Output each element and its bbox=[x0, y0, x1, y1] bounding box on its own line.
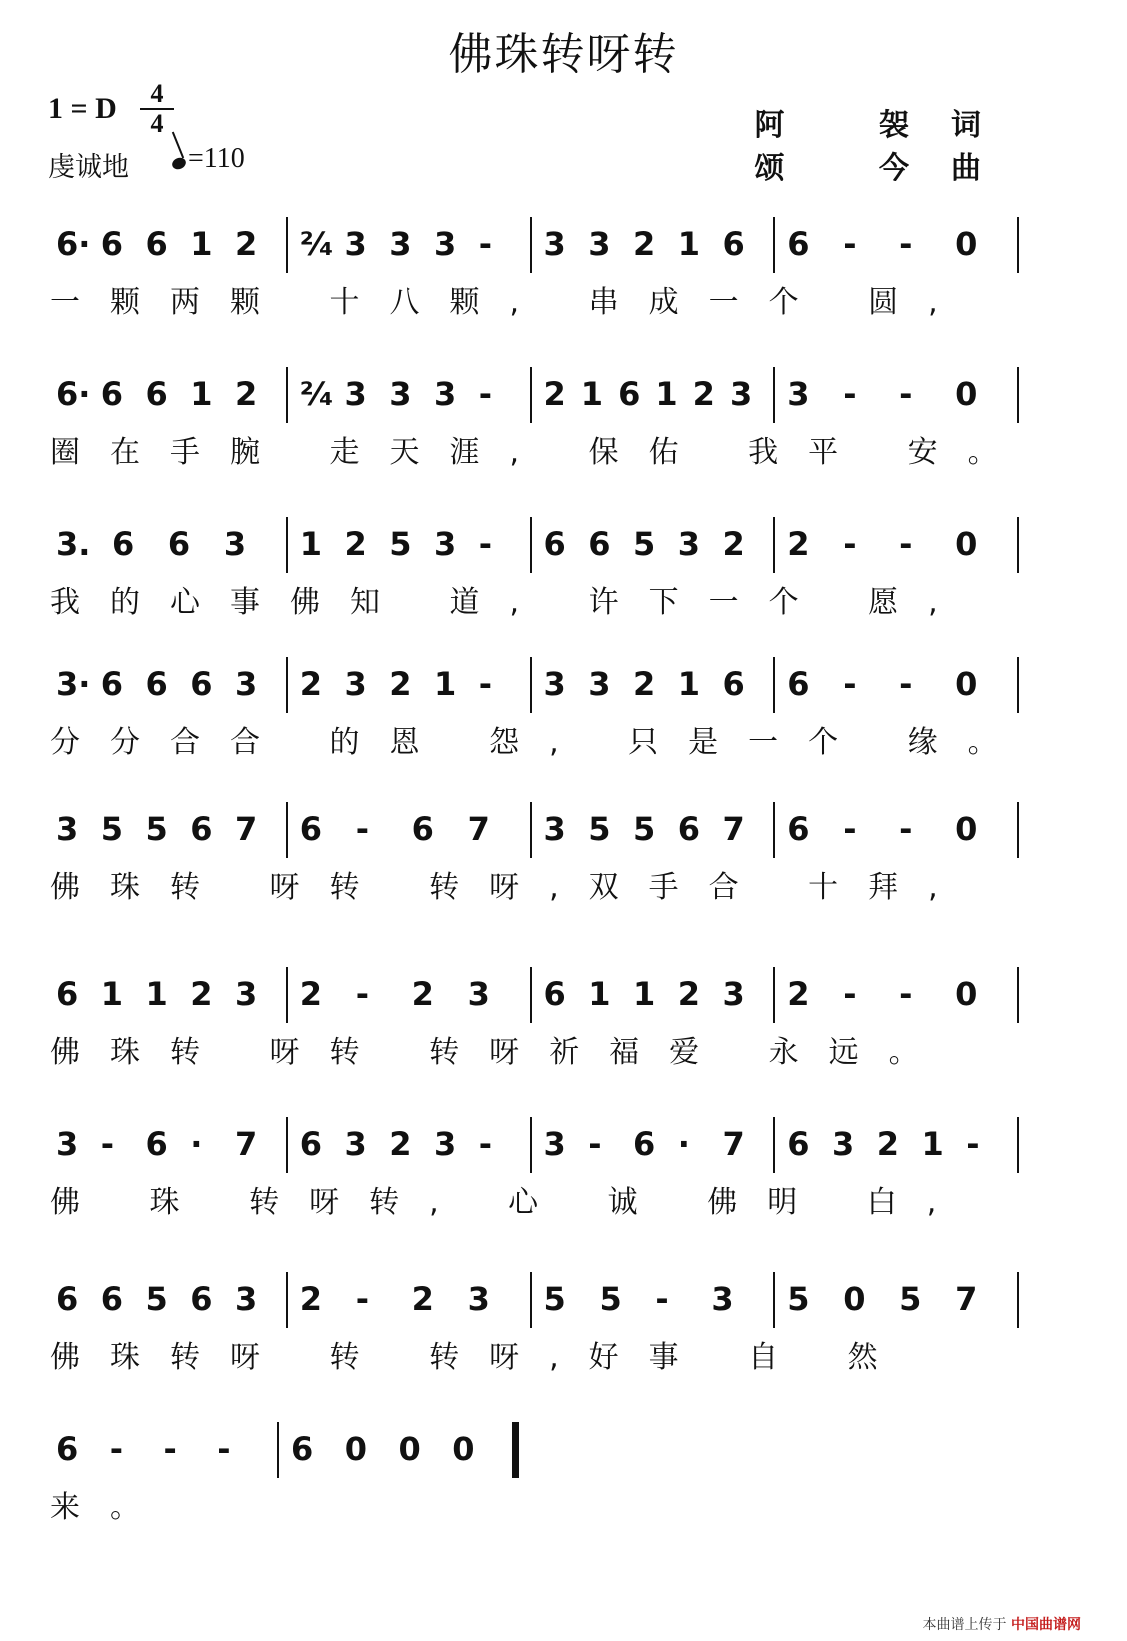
note-symbol: 3 bbox=[344, 375, 367, 413]
note-symbol: - bbox=[843, 810, 857, 848]
lyric-text: 佛珠转 呀转 转呀祈福爱 永远。 bbox=[50, 1035, 949, 1070]
barline bbox=[773, 1272, 775, 1328]
barline bbox=[773, 517, 775, 573]
barline bbox=[1017, 217, 1019, 273]
note-symbol: - bbox=[355, 975, 369, 1013]
lyrics-row bbox=[0, 1027, 1127, 1070]
note-symbol: 3 bbox=[588, 225, 611, 263]
lyrics-row bbox=[0, 1177, 1127, 1220]
note-symbol: 2 bbox=[722, 525, 745, 563]
note-symbol: 5 bbox=[543, 1280, 566, 1318]
note-symbol: - bbox=[899, 665, 913, 703]
note-symbol: 2 bbox=[235, 225, 258, 263]
note-symbol: 2 bbox=[344, 525, 367, 563]
barline bbox=[530, 1117, 532, 1173]
note-symbol: 7 bbox=[722, 810, 745, 848]
note-symbol: - bbox=[355, 1280, 369, 1318]
barline bbox=[277, 1422, 279, 1478]
note-symbol: 6 bbox=[588, 525, 611, 563]
barline bbox=[530, 967, 532, 1023]
note-symbol: 0 bbox=[955, 665, 978, 703]
barline bbox=[286, 1272, 288, 1328]
barline bbox=[530, 657, 532, 713]
note-symbol: 3 bbox=[832, 1125, 855, 1163]
note-symbol: 0 bbox=[955, 225, 978, 263]
lyric-text: 一颗两颗 十八颗, 串成一个 圆, bbox=[50, 285, 968, 320]
lyrics-row bbox=[0, 577, 1127, 620]
note-symbol: 5 bbox=[633, 810, 656, 848]
lyrics-row bbox=[0, 277, 1127, 320]
note-symbol: 6 bbox=[100, 225, 124, 263]
note-symbol: 3· bbox=[56, 665, 91, 703]
note-symbol: 7 bbox=[235, 810, 258, 848]
note-symbol: 5 bbox=[899, 1280, 922, 1318]
note-symbol: 1 bbox=[145, 975, 168, 1013]
note-symbol: 6 bbox=[299, 810, 323, 848]
note-symbol: ²⁄₄ bbox=[299, 225, 334, 263]
note-symbol: 3 bbox=[56, 810, 79, 848]
note-symbol: 7 bbox=[235, 1125, 258, 1163]
note-symbol: 3 bbox=[434, 1125, 457, 1163]
lyric-text: 佛珠转 呀转 转呀,双手合 十拜, bbox=[50, 870, 968, 905]
key-signature: 1 = D bbox=[48, 92, 117, 125]
note-symbol: 6 bbox=[167, 525, 191, 563]
note-symbol: ²⁄₄ bbox=[299, 375, 334, 413]
note-symbol: 6 bbox=[291, 1430, 314, 1468]
note-symbol: 6 bbox=[411, 810, 434, 848]
note-symbol: 6 bbox=[787, 810, 810, 848]
note-symbol: 3 bbox=[711, 1280, 734, 1318]
note-symbol: 1 bbox=[677, 665, 701, 703]
note-symbol: 3 bbox=[588, 665, 611, 703]
note-symbol: - bbox=[478, 525, 493, 563]
note-symbol: 2 bbox=[787, 525, 810, 563]
lyric-text: 圈在手腕 走天涯, 保佑 我平 安。 bbox=[50, 435, 1028, 470]
note-symbol: 3 bbox=[543, 225, 566, 263]
note-symbol: 3. bbox=[56, 525, 91, 563]
note-symbol: 3 bbox=[223, 525, 247, 563]
note-symbol: 5 bbox=[633, 525, 656, 563]
note-symbol: - bbox=[966, 1125, 980, 1163]
note-symbol: 6 bbox=[722, 665, 745, 703]
note-symbol: 6 bbox=[633, 1125, 656, 1163]
note-symbol: 3 bbox=[729, 375, 753, 413]
note-symbol: 3 bbox=[344, 1125, 367, 1163]
note-symbol: - bbox=[899, 375, 913, 413]
note-symbol: 6 bbox=[145, 375, 168, 413]
barline bbox=[1017, 517, 1019, 573]
note-symbol: 6 bbox=[111, 525, 135, 563]
note-symbol: - bbox=[843, 225, 857, 263]
note-symbol: 7 bbox=[955, 1280, 978, 1318]
note-symbol: 2 bbox=[190, 975, 213, 1013]
note-symbol: 0 bbox=[452, 1430, 475, 1468]
lyric-text: 佛 珠 转呀转, 心 诚 佛明 白, bbox=[50, 1185, 967, 1220]
note-symbol: 0 bbox=[843, 1280, 866, 1318]
note-symbol: 1 bbox=[100, 975, 124, 1013]
note-symbol: 1 bbox=[655, 375, 678, 413]
barline bbox=[530, 367, 532, 423]
barline bbox=[773, 217, 775, 273]
barline bbox=[530, 217, 532, 273]
note-symbol: 6 bbox=[787, 1125, 810, 1163]
note-symbol: 7 bbox=[467, 810, 490, 848]
note-symbol: · bbox=[190, 1125, 203, 1163]
note-symbol: 0 bbox=[955, 810, 978, 848]
notation-row bbox=[0, 205, 1127, 275]
note-symbol: 2 bbox=[787, 975, 810, 1013]
page-title: 佛珠转呀转 bbox=[448, 29, 679, 80]
barline bbox=[530, 1272, 532, 1328]
note-symbol: - bbox=[217, 1430, 231, 1468]
note-symbol: 6 bbox=[145, 1125, 168, 1163]
note-symbol: 6 bbox=[190, 810, 213, 848]
barline bbox=[1017, 802, 1019, 858]
note-symbol: 1 bbox=[190, 225, 213, 263]
upload-note: 本曲谱上传于 bbox=[922, 1617, 1007, 1633]
note-symbol: 1 bbox=[588, 975, 611, 1013]
note-symbol: 6 bbox=[56, 975, 79, 1013]
barline bbox=[1017, 1272, 1019, 1328]
lyric-text: 我的心事佛知 道, 许下一个 愿, bbox=[50, 585, 968, 620]
note-symbol: 3 bbox=[434, 375, 457, 413]
note-symbol: 6 bbox=[543, 525, 566, 563]
note-symbol: 2 bbox=[633, 225, 656, 263]
barline bbox=[1017, 657, 1019, 713]
note-symbol: 6 bbox=[787, 225, 810, 263]
lyricist-credit: 阿 袈词 bbox=[754, 108, 1023, 143]
note-symbol: - bbox=[843, 975, 857, 1013]
note-symbol: - bbox=[843, 375, 857, 413]
note-symbol: 6 bbox=[722, 225, 745, 263]
note-symbol: 1 bbox=[921, 1125, 944, 1163]
note-symbol: 6 bbox=[145, 665, 168, 703]
barline bbox=[530, 517, 532, 573]
lyrics-row bbox=[0, 862, 1127, 905]
note-symbol: 1 bbox=[299, 525, 323, 563]
note-symbol: 2 bbox=[299, 1280, 323, 1318]
note-symbol: 6 bbox=[100, 1280, 124, 1318]
note-symbol: 0 bbox=[398, 1430, 421, 1468]
composer-credit: 颂 今曲 bbox=[754, 151, 1023, 186]
note-symbol: 5 bbox=[100, 810, 124, 848]
note-symbol: 3 bbox=[389, 375, 412, 413]
barline bbox=[286, 802, 288, 858]
time-signature-top: 4 bbox=[150, 79, 164, 108]
note-symbol: 0 bbox=[955, 525, 978, 563]
note-symbol: 2 bbox=[411, 975, 434, 1013]
note-symbol: 5 bbox=[599, 1280, 622, 1318]
note-symbol: - bbox=[899, 810, 913, 848]
note-symbol: 2 bbox=[692, 375, 715, 413]
source-footer bbox=[923, 1614, 1081, 1634]
time-signature bbox=[140, 80, 174, 138]
note-symbol: 1 bbox=[434, 665, 457, 703]
site-logo-text: 中国曲谱网 bbox=[1011, 1617, 1081, 1633]
note-symbol: · bbox=[677, 1125, 690, 1163]
barline bbox=[773, 967, 775, 1023]
note-symbol: 1 bbox=[580, 375, 604, 413]
note-symbol: 3 bbox=[467, 1280, 490, 1318]
note-symbol: - bbox=[655, 1280, 669, 1318]
notation-row bbox=[0, 645, 1127, 715]
notation-row bbox=[0, 355, 1127, 425]
note-symbol: - bbox=[899, 225, 913, 263]
barline bbox=[1017, 1117, 1019, 1173]
note-symbol: 5 bbox=[145, 810, 168, 848]
note-symbol: 2 bbox=[543, 375, 566, 413]
note-symbol: - bbox=[478, 375, 493, 413]
time-signature-bottom: 4 bbox=[140, 108, 174, 138]
note-symbol: 3 bbox=[389, 225, 412, 263]
note-symbol: - bbox=[843, 525, 857, 563]
barline bbox=[286, 657, 288, 713]
note-symbol: 2 bbox=[235, 375, 258, 413]
note-symbol: 2 bbox=[389, 665, 412, 703]
note-symbol: 0 bbox=[955, 375, 978, 413]
note-symbol: 6 bbox=[100, 375, 124, 413]
quarter-note-icon bbox=[170, 156, 187, 171]
note-symbol: 6· bbox=[56, 375, 91, 413]
tempo-value: =110 bbox=[188, 143, 245, 174]
note-symbol: 1 bbox=[190, 375, 213, 413]
barline bbox=[773, 1117, 775, 1173]
notation-row bbox=[0, 790, 1127, 860]
note-symbol: 6 bbox=[543, 975, 566, 1013]
barline bbox=[773, 367, 775, 423]
note-symbol: 5 bbox=[389, 525, 412, 563]
note-symbol: 3 bbox=[543, 810, 566, 848]
note-symbol: 5 bbox=[787, 1280, 810, 1318]
note-symbol: 6 bbox=[56, 1280, 79, 1318]
barline bbox=[286, 1117, 288, 1173]
lyric-text: 分分合合 的恩 怨, 只是一个 缘。 bbox=[50, 725, 1028, 760]
note-symbol: - bbox=[163, 1430, 177, 1468]
note-symbol: 6 bbox=[56, 1430, 79, 1468]
barline bbox=[286, 367, 288, 423]
note-symbol: 3 bbox=[56, 1125, 79, 1163]
note-symbol: 0 bbox=[344, 1430, 368, 1468]
note-symbol: - bbox=[478, 665, 493, 703]
note-symbol: 6· bbox=[56, 225, 91, 263]
note-symbol: - bbox=[100, 1125, 115, 1163]
note-symbol: 6 bbox=[787, 665, 810, 703]
note-symbol: 5 bbox=[588, 810, 611, 848]
note-symbol: 6 bbox=[145, 225, 168, 263]
lyric-text: 佛珠转呀 转 转呀,好事 自 然 bbox=[50, 1340, 908, 1375]
notation-row bbox=[0, 1260, 1127, 1330]
note-symbol: 3 bbox=[434, 225, 457, 263]
note-symbol: 5 bbox=[145, 1280, 168, 1318]
note-symbol: - bbox=[109, 1430, 124, 1468]
notation-row bbox=[0, 1105, 1127, 1175]
lyrics-row bbox=[0, 1332, 1127, 1375]
note-symbol: - bbox=[588, 1125, 602, 1163]
note-symbol: 2 bbox=[411, 1280, 434, 1318]
note-symbol: - bbox=[478, 225, 493, 263]
barline bbox=[1017, 967, 1019, 1023]
note-symbol: - bbox=[478, 1125, 493, 1163]
note-symbol: 3 bbox=[235, 1280, 258, 1318]
note-symbol: 0 bbox=[955, 975, 978, 1013]
note-symbol: 3 bbox=[787, 375, 810, 413]
barline bbox=[773, 802, 775, 858]
notation-row bbox=[0, 1410, 1127, 1480]
lyrics-row bbox=[0, 717, 1127, 760]
note-symbol: 6 bbox=[100, 665, 124, 703]
note-symbol: - bbox=[899, 975, 913, 1013]
note-symbol: 3 bbox=[543, 665, 566, 703]
expression-marking: 虔诚地 bbox=[48, 152, 129, 183]
note-symbol: 3 bbox=[722, 975, 745, 1013]
lyrics-row bbox=[0, 427, 1127, 470]
note-symbol: 2 bbox=[876, 1125, 900, 1163]
note-symbol: 2 bbox=[389, 1125, 412, 1163]
barline bbox=[286, 967, 288, 1023]
note-symbol: 3 bbox=[235, 975, 258, 1013]
note-symbol: 2 bbox=[299, 975, 323, 1013]
note-symbol: 7 bbox=[722, 1125, 745, 1163]
final-barline bbox=[512, 1422, 519, 1478]
barline bbox=[286, 517, 288, 573]
note-symbol: 6 bbox=[299, 1125, 323, 1163]
note-symbol: 2 bbox=[299, 665, 323, 703]
note-symbol: 6 bbox=[190, 665, 213, 703]
note-symbol: - bbox=[843, 665, 857, 703]
barline bbox=[530, 802, 532, 858]
lyrics-row bbox=[0, 1482, 1127, 1525]
barline bbox=[286, 217, 288, 273]
barline bbox=[1017, 367, 1019, 423]
note-symbol: - bbox=[899, 525, 913, 563]
note-symbol: 3 bbox=[235, 665, 258, 703]
note-symbol: 6 bbox=[618, 375, 641, 413]
note-symbol: 3 bbox=[344, 665, 367, 703]
note-symbol: 6 bbox=[190, 1280, 213, 1318]
note-symbol: 3 bbox=[344, 225, 367, 263]
note-symbol: 3 bbox=[467, 975, 490, 1013]
tempo-marking bbox=[172, 143, 245, 175]
note-symbol: 6 bbox=[677, 810, 701, 848]
notation-row bbox=[0, 955, 1127, 1025]
note-symbol: 1 bbox=[633, 975, 656, 1013]
note-symbol: 2 bbox=[633, 665, 656, 703]
note-symbol: 3 bbox=[434, 525, 457, 563]
note-symbol: 2 bbox=[677, 975, 701, 1013]
notation-row bbox=[0, 505, 1127, 575]
barline bbox=[773, 657, 775, 713]
note-symbol: 1 bbox=[677, 225, 701, 263]
lyric-text: 来。 bbox=[50, 1490, 170, 1525]
note-symbol: - bbox=[355, 810, 369, 848]
note-symbol: 3 bbox=[677, 525, 701, 563]
note-symbol: 3 bbox=[543, 1125, 566, 1163]
